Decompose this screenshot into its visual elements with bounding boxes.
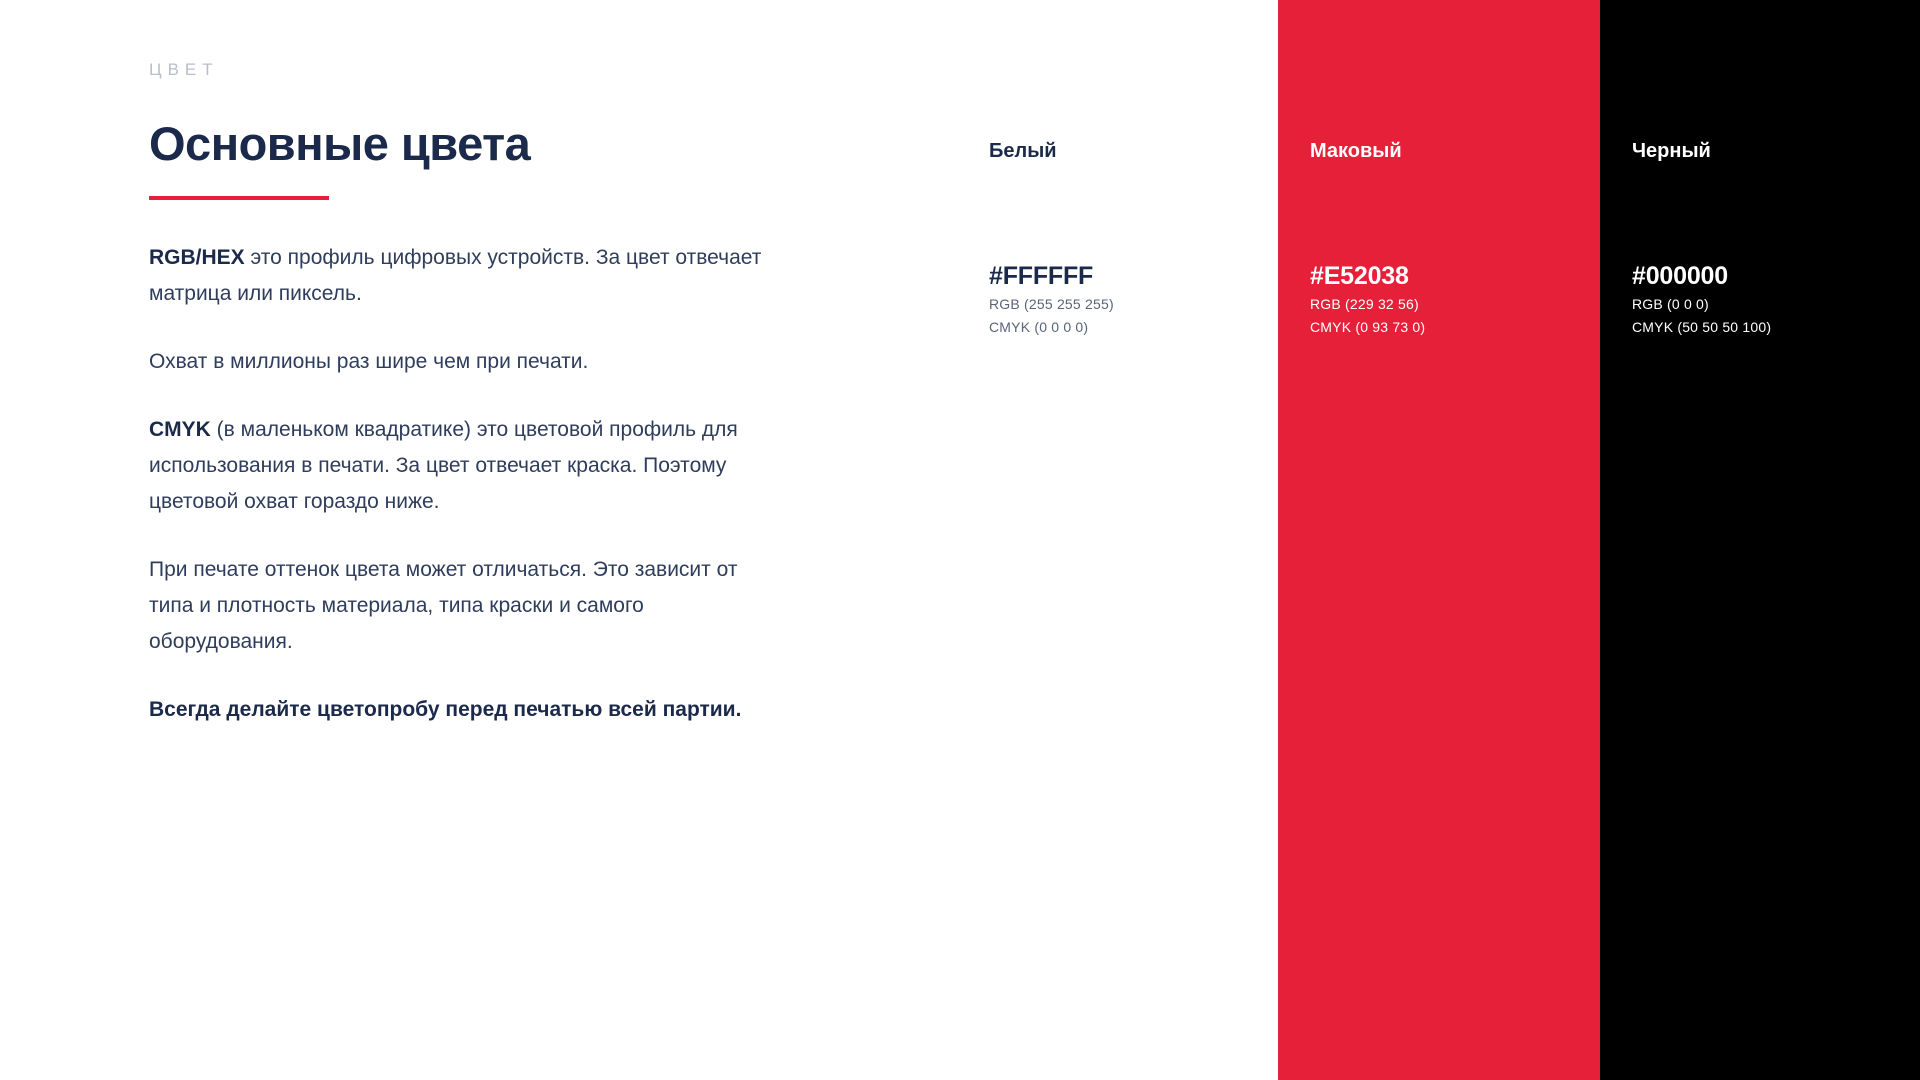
page-title: Основные цвета <box>149 117 531 170</box>
paragraph-5 <box>149 692 769 728</box>
content-column <box>149 0 789 1080</box>
swatch-poppy <box>1278 0 1600 1080</box>
swatch-poppy-name: Маковый <box>1310 140 1402 162</box>
paragraph-3-lead: CMYK <box>149 417 211 441</box>
swatch-poppy-rgb: RGB (229 32 56) <box>1310 296 1419 312</box>
swatch-white-hex: #FFFFFF <box>989 262 1094 290</box>
swatch-poppy-cmyk: CMYK (0 93 73 0) <box>1310 319 1426 335</box>
swatch-black-rgb: RGB (0 0 0) <box>1632 296 1709 312</box>
section-eyebrow: ЦВЕТ <box>149 60 219 79</box>
title-underline-rule <box>149 196 329 200</box>
swatch-white-name: Белый <box>989 140 1057 162</box>
body-copy <box>149 240 769 728</box>
swatch-white-rgb: RGB (255 255 255) <box>989 296 1114 312</box>
paragraph-5-text: Всегда делайте цветопробу перед печатью всей партии. <box>149 697 742 721</box>
swatch-black-name: Черный <box>1632 140 1711 162</box>
color-swatch-panel <box>956 0 1920 1080</box>
swatch-black-cmyk: CMYK (50 50 50 100) <box>1632 319 1772 335</box>
paragraph-1-lead: RGB/HEX <box>149 245 245 269</box>
swatch-poppy-hex: #E52038 <box>1310 262 1409 290</box>
swatch-black-hex: #000000 <box>1632 262 1728 290</box>
paragraph-3 <box>149 412 769 520</box>
paragraph-2-text: Охват в миллионы раз шире чем при печати. <box>149 349 589 373</box>
paragraph-3-text: (в маленьком квадратике) это цветовой профиль для использования в печати. За цвет отвечает краска. Поэтому цветовой охват гораздо ниже. <box>149 417 738 513</box>
paragraph-1-text: это профиль цифровых устройств. За цвет отвечает матрица или пиксель. <box>149 245 762 305</box>
paragraph-2 <box>149 344 769 380</box>
paragraph-1 <box>149 240 769 312</box>
swatch-white-cmyk: CMYK (0 0 0 0) <box>989 319 1089 335</box>
paragraph-4 <box>149 552 769 660</box>
paragraph-4-text: При печате оттенок цвета может отличаться. Это зависит от типа и плотность материала, типа краски и самого оборудования. <box>149 557 738 653</box>
swatch-white <box>956 0 1278 1080</box>
swatch-black <box>1600 0 1920 1080</box>
